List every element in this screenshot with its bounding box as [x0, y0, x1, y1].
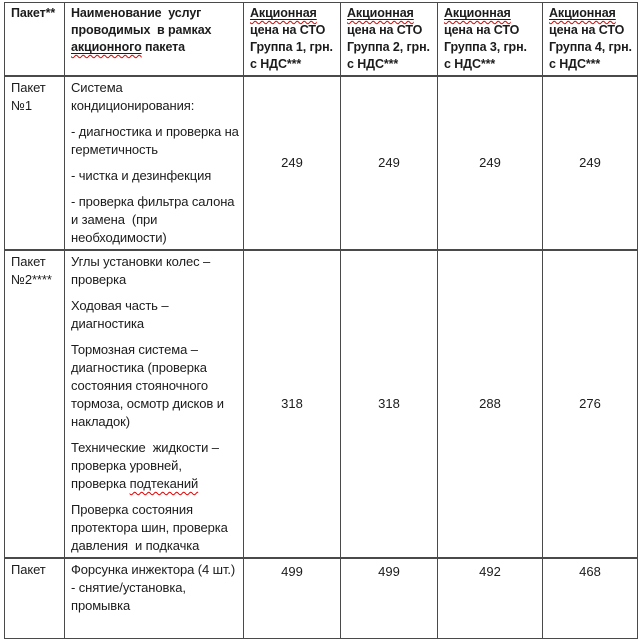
text-run: Ходовая часть – диагностика	[71, 298, 173, 331]
text-run: цена на СТО Группа 4, грн. с НДС***	[549, 6, 636, 71]
text-run: цена на СТО Группа 1, грн. с НДС***	[250, 6, 337, 71]
price-cell-group-4: 468	[543, 558, 638, 638]
price-cell-group-2: 318	[341, 250, 438, 558]
price-cell-group-4: 249	[543, 76, 638, 250]
package-cell: Пакет №1	[5, 76, 65, 250]
price-cell-group-2: 499	[341, 558, 438, 638]
table-row	[5, 558, 638, 638]
service-paragraph	[71, 253, 239, 289]
header-price-group-3	[438, 3, 543, 77]
service-paragraph	[71, 501, 239, 555]
text-run: - проверка фильтра салона и замена (при необходимости)	[71, 194, 238, 245]
price-cell-group-1: 318	[244, 250, 341, 558]
service-paragraph	[71, 193, 239, 247]
price-cell-group-4: 276	[543, 250, 638, 558]
text-run: Система кондиционирования:	[71, 80, 195, 113]
service-paragraph	[71, 439, 239, 493]
price-cell-group-3: 288	[438, 250, 543, 558]
table-row	[5, 250, 638, 558]
text-run: Форсунка инжектора (4 шт.) - снятие/установка, промывка	[71, 562, 239, 613]
package-cell: Пакет	[5, 558, 65, 638]
service-paragraph	[71, 167, 239, 185]
misspelled-word: Акционная	[347, 6, 414, 20]
misspelled-word: Акционная	[549, 6, 616, 20]
underlined-text	[347, 6, 414, 20]
underlined-text	[549, 6, 616, 20]
price-cell-group-1: 499	[244, 558, 341, 638]
header-price-group-1	[244, 3, 341, 77]
text-run: Наименование услуг проводимых в рамках	[71, 6, 215, 37]
service-description-cell	[65, 250, 244, 558]
table-row	[5, 76, 638, 250]
text-run: цена на СТО Группа 3, грн. с НДС***	[444, 6, 531, 71]
service-price-table	[4, 2, 638, 639]
service-description-cell	[65, 76, 244, 250]
service-paragraph	[71, 79, 239, 115]
table-header-row	[5, 3, 638, 77]
service-paragraph	[71, 123, 243, 159]
underlined-text	[71, 40, 142, 54]
misspelled-word: подтеканий	[129, 476, 199, 491]
package-cell: Пакет №2****	[5, 250, 65, 558]
text-run: Проверка состояния протектора шин, проверка давления и подкачка	[71, 502, 232, 553]
underlined-text	[444, 6, 511, 20]
header-price-group-4	[543, 3, 638, 77]
header-price-group-2	[341, 3, 438, 77]
document-page	[4, 2, 638, 639]
price-cell-group-3: 492	[438, 558, 543, 638]
price-cell-group-2: 249	[341, 76, 438, 250]
misspelled-word: Акционная	[444, 6, 511, 20]
header-service-name	[65, 3, 244, 77]
price-cell-group-3: 249	[438, 76, 543, 250]
misspelled-word: Акционная	[250, 6, 317, 20]
text-run: цена на СТО Группа 2, грн. с НДС***	[347, 6, 434, 71]
text-run: Углы установки колес – проверка	[71, 254, 214, 287]
text-run: пакета	[141, 40, 186, 54]
service-paragraph	[71, 561, 239, 615]
text-run: - диагностика и проверка на герметичность	[71, 124, 243, 157]
service-paragraph	[71, 341, 239, 431]
service-description-cell	[65, 558, 244, 638]
table-body	[5, 76, 638, 638]
price-cell-group-1: 249	[244, 76, 341, 250]
misspelled-word: акционного	[71, 40, 142, 54]
underlined-text	[250, 6, 317, 20]
header-package: Пакет**	[5, 3, 65, 77]
service-paragraph	[71, 297, 239, 333]
text-run: - чистка и дезинфекция	[71, 168, 212, 183]
text-run: Технические жидкости – проверка уровней, проверка	[71, 440, 223, 491]
text-run: Тормозная система – диагностика (проверка состояния стояночного тормоза, осмотр дисков и накладок)	[71, 342, 228, 429]
